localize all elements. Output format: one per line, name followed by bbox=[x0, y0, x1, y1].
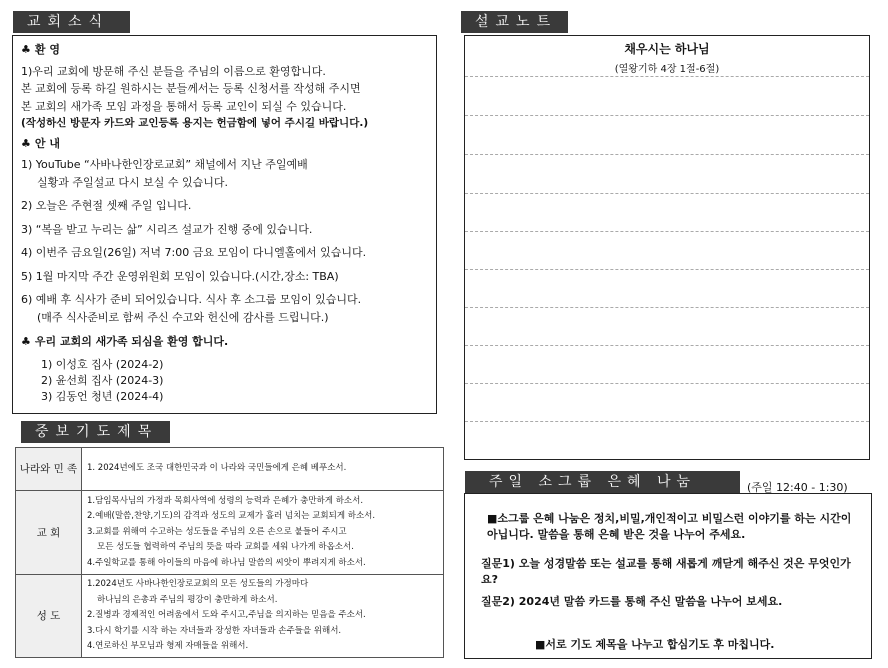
note-line bbox=[465, 383, 869, 384]
church-news-header: 교회소식 bbox=[13, 11, 130, 33]
sermon-notes-header: 설교노트 bbox=[461, 11, 568, 33]
prayer-item: 3.교회를 위해여 수고하는 성도들을 주님의 오른 손으로 붙들어 주시고 bbox=[87, 526, 347, 537]
prayer-item: 모든 성도들 협력하여 주님의 뜻을 따라 교회를 세워 나가게 하옵소서. bbox=[97, 542, 354, 553]
note-line bbox=[465, 231, 869, 232]
notice-item: 6) 예배 후 식사가 준비 되어있습니다. 식사 후 소그룹 모임이 있습니다. bbox=[21, 293, 362, 306]
newfamily-section-title: ♣ 우리 교회의 새가족 되심을 환영 합니다. bbox=[21, 335, 229, 348]
newfamily-member: 3) 김동언 청년 (2024-4) bbox=[41, 389, 164, 403]
note-line bbox=[465, 421, 869, 422]
table-row bbox=[16, 448, 444, 491]
smallgroup-question-1: 질문1) 오늘 성경말씀 또는 설교를 통해 새롭게 깨닫게 해주신 것은 무엇인가요? bbox=[481, 557, 851, 586]
notice-item: 3) “복을 받고 누리는 삶” 시리즈 설교가 진행 중에 있습니다. bbox=[21, 222, 313, 236]
notice-section-title: ♣ 안 내 bbox=[21, 136, 60, 150]
welcome-line: 1)우리 교회에 방문해 주신 분들을 주님의 이름으로 환영합니다. bbox=[21, 64, 326, 78]
newfamily-member: 2) 윤선희 집사 (2024-3) bbox=[41, 373, 164, 387]
prayer-category: 나라와 민 족 bbox=[16, 448, 82, 491]
note-line bbox=[465, 307, 869, 308]
prayer-item: 1.2024년도 사바나한인장로교회의 모든 성도들의 가정마다 bbox=[87, 579, 309, 589]
club-suit-icon: ♣ bbox=[21, 43, 31, 56]
smallgroup-box bbox=[464, 493, 872, 659]
notice-item: 4) 이번주 금요일(26일) 저녁 7:00 금요 모임이 다니엘홀에서 있습니다. bbox=[21, 246, 367, 259]
prayer-item: 2.예배(말씀,찬양,기도)의 감격과 성도의 교제가 흘러 넘치는 교회되게 하소서. bbox=[87, 511, 376, 522]
note-line bbox=[465, 193, 869, 194]
smallgroup-question-2: 질문2) 2024년 말씀 카드를 통해 주신 말씀을 나누어 보세요. bbox=[481, 595, 783, 608]
church-news-box bbox=[12, 35, 437, 414]
prayer-items bbox=[82, 448, 444, 491]
notice-item: 실황과 주일설교 다시 보실 수 있습니다. bbox=[37, 175, 228, 189]
prayer-category: 교 회 bbox=[16, 491, 82, 575]
prayer-item: 4.주일학교를 통해 아이들의 마음에 하나님 말씀의 씨앗이 뿌려지게 하소서. bbox=[87, 557, 366, 568]
prayer-item: 3.다시 학기를 시작 하는 자녀들과 장성한 자녀들과 손주들을 위해서. bbox=[87, 625, 342, 636]
table-row bbox=[16, 575, 444, 658]
club-suit-icon: ♣ bbox=[21, 335, 31, 348]
notice-item: (매주 식사준비로 함써 주신 수고와 헌신에 감사를 드립니다.) bbox=[37, 310, 329, 324]
welcome-section-title: ♣ 환 영 bbox=[21, 43, 60, 56]
prayer-item: 1. 2024년에도 조국 대한민국과 이 나라와 국민들에게 은혜 베푸소서. bbox=[87, 463, 347, 474]
prayer-item: 4.연로하신 부모님과 형제 자매들을 위해서. bbox=[87, 641, 249, 651]
club-suit-icon: ♣ bbox=[21, 136, 31, 150]
table-row bbox=[16, 491, 444, 575]
prayer-items bbox=[82, 575, 444, 658]
welcome-note: (작성하신 방문자 카드와 교인등록 용지는 헌금함에 넣어 주시길 바랍니다.) bbox=[21, 117, 369, 129]
note-line bbox=[465, 345, 869, 346]
sermon-title: 채우시는 하나님 bbox=[624, 42, 710, 56]
welcome-line: 본 교회의 새가족 모임 과정을 통해서 등록 교인이 되실 수 있습니다. bbox=[21, 99, 347, 113]
prayer-item: 2.질병과 경제적인 어려움에서 도와 주시고,주님을 의지하는 믿음을 주소서. bbox=[87, 610, 366, 620]
note-line bbox=[465, 269, 869, 270]
prayer-item: 1.담임목사님의 가정과 목회사역에 성령의 능력과 은혜가 충만하게 하소서. bbox=[87, 495, 364, 506]
note-line bbox=[465, 115, 869, 116]
notice-item: 2) 오늘은 주현절 셋째 주일 입니다. bbox=[21, 199, 192, 212]
prayer-header: 중보기도제목 bbox=[21, 421, 170, 443]
sermon-reference: (열왕기하 4장 1절-6절) bbox=[614, 64, 720, 75]
smallgroup-intro: ■소그룹 은혜 나눔은 정치,비밀,개인적이고 비밀스런 이야기를 하는 시간이 아닙니다. 말씀을 통해 은혜 받은 것을 나누어 주세요. bbox=[487, 512, 852, 541]
note-line bbox=[465, 154, 869, 155]
notice-item: 1) YouTube “사바나한인장로교회” 채널에서 지난 주일예배 bbox=[21, 158, 308, 171]
prayer-table bbox=[15, 447, 444, 658]
smallgroup-header: 주일 소그룹 은혜 나눔 bbox=[465, 471, 740, 493]
prayer-category: 성 도 bbox=[16, 575, 82, 658]
newfamily-member: 1) 이성호 집사 (2024-2) bbox=[41, 357, 164, 371]
notice-item: 5) 1월 마지막 주간 운영위원회 모임이 있습니다.(시간,장소: TBA) bbox=[21, 269, 339, 283]
prayer-items bbox=[82, 491, 444, 575]
smallgroup-time: (주일 12:40 - 1:30) bbox=[747, 481, 848, 494]
smallgroup-closing: ■서로 기도 제목을 나누고 합심기도 후 마칩니다. bbox=[535, 638, 775, 651]
prayer-item: 하나님의 은총과 주님의 평강이 충만하게 하소서. bbox=[97, 594, 278, 605]
welcome-line: 본 교회에 등록 하길 원하시는 분들께서는 등록 신청서를 작성해 주시면 bbox=[21, 82, 361, 95]
note-line bbox=[465, 76, 869, 77]
sermon-notes-box bbox=[464, 35, 870, 460]
